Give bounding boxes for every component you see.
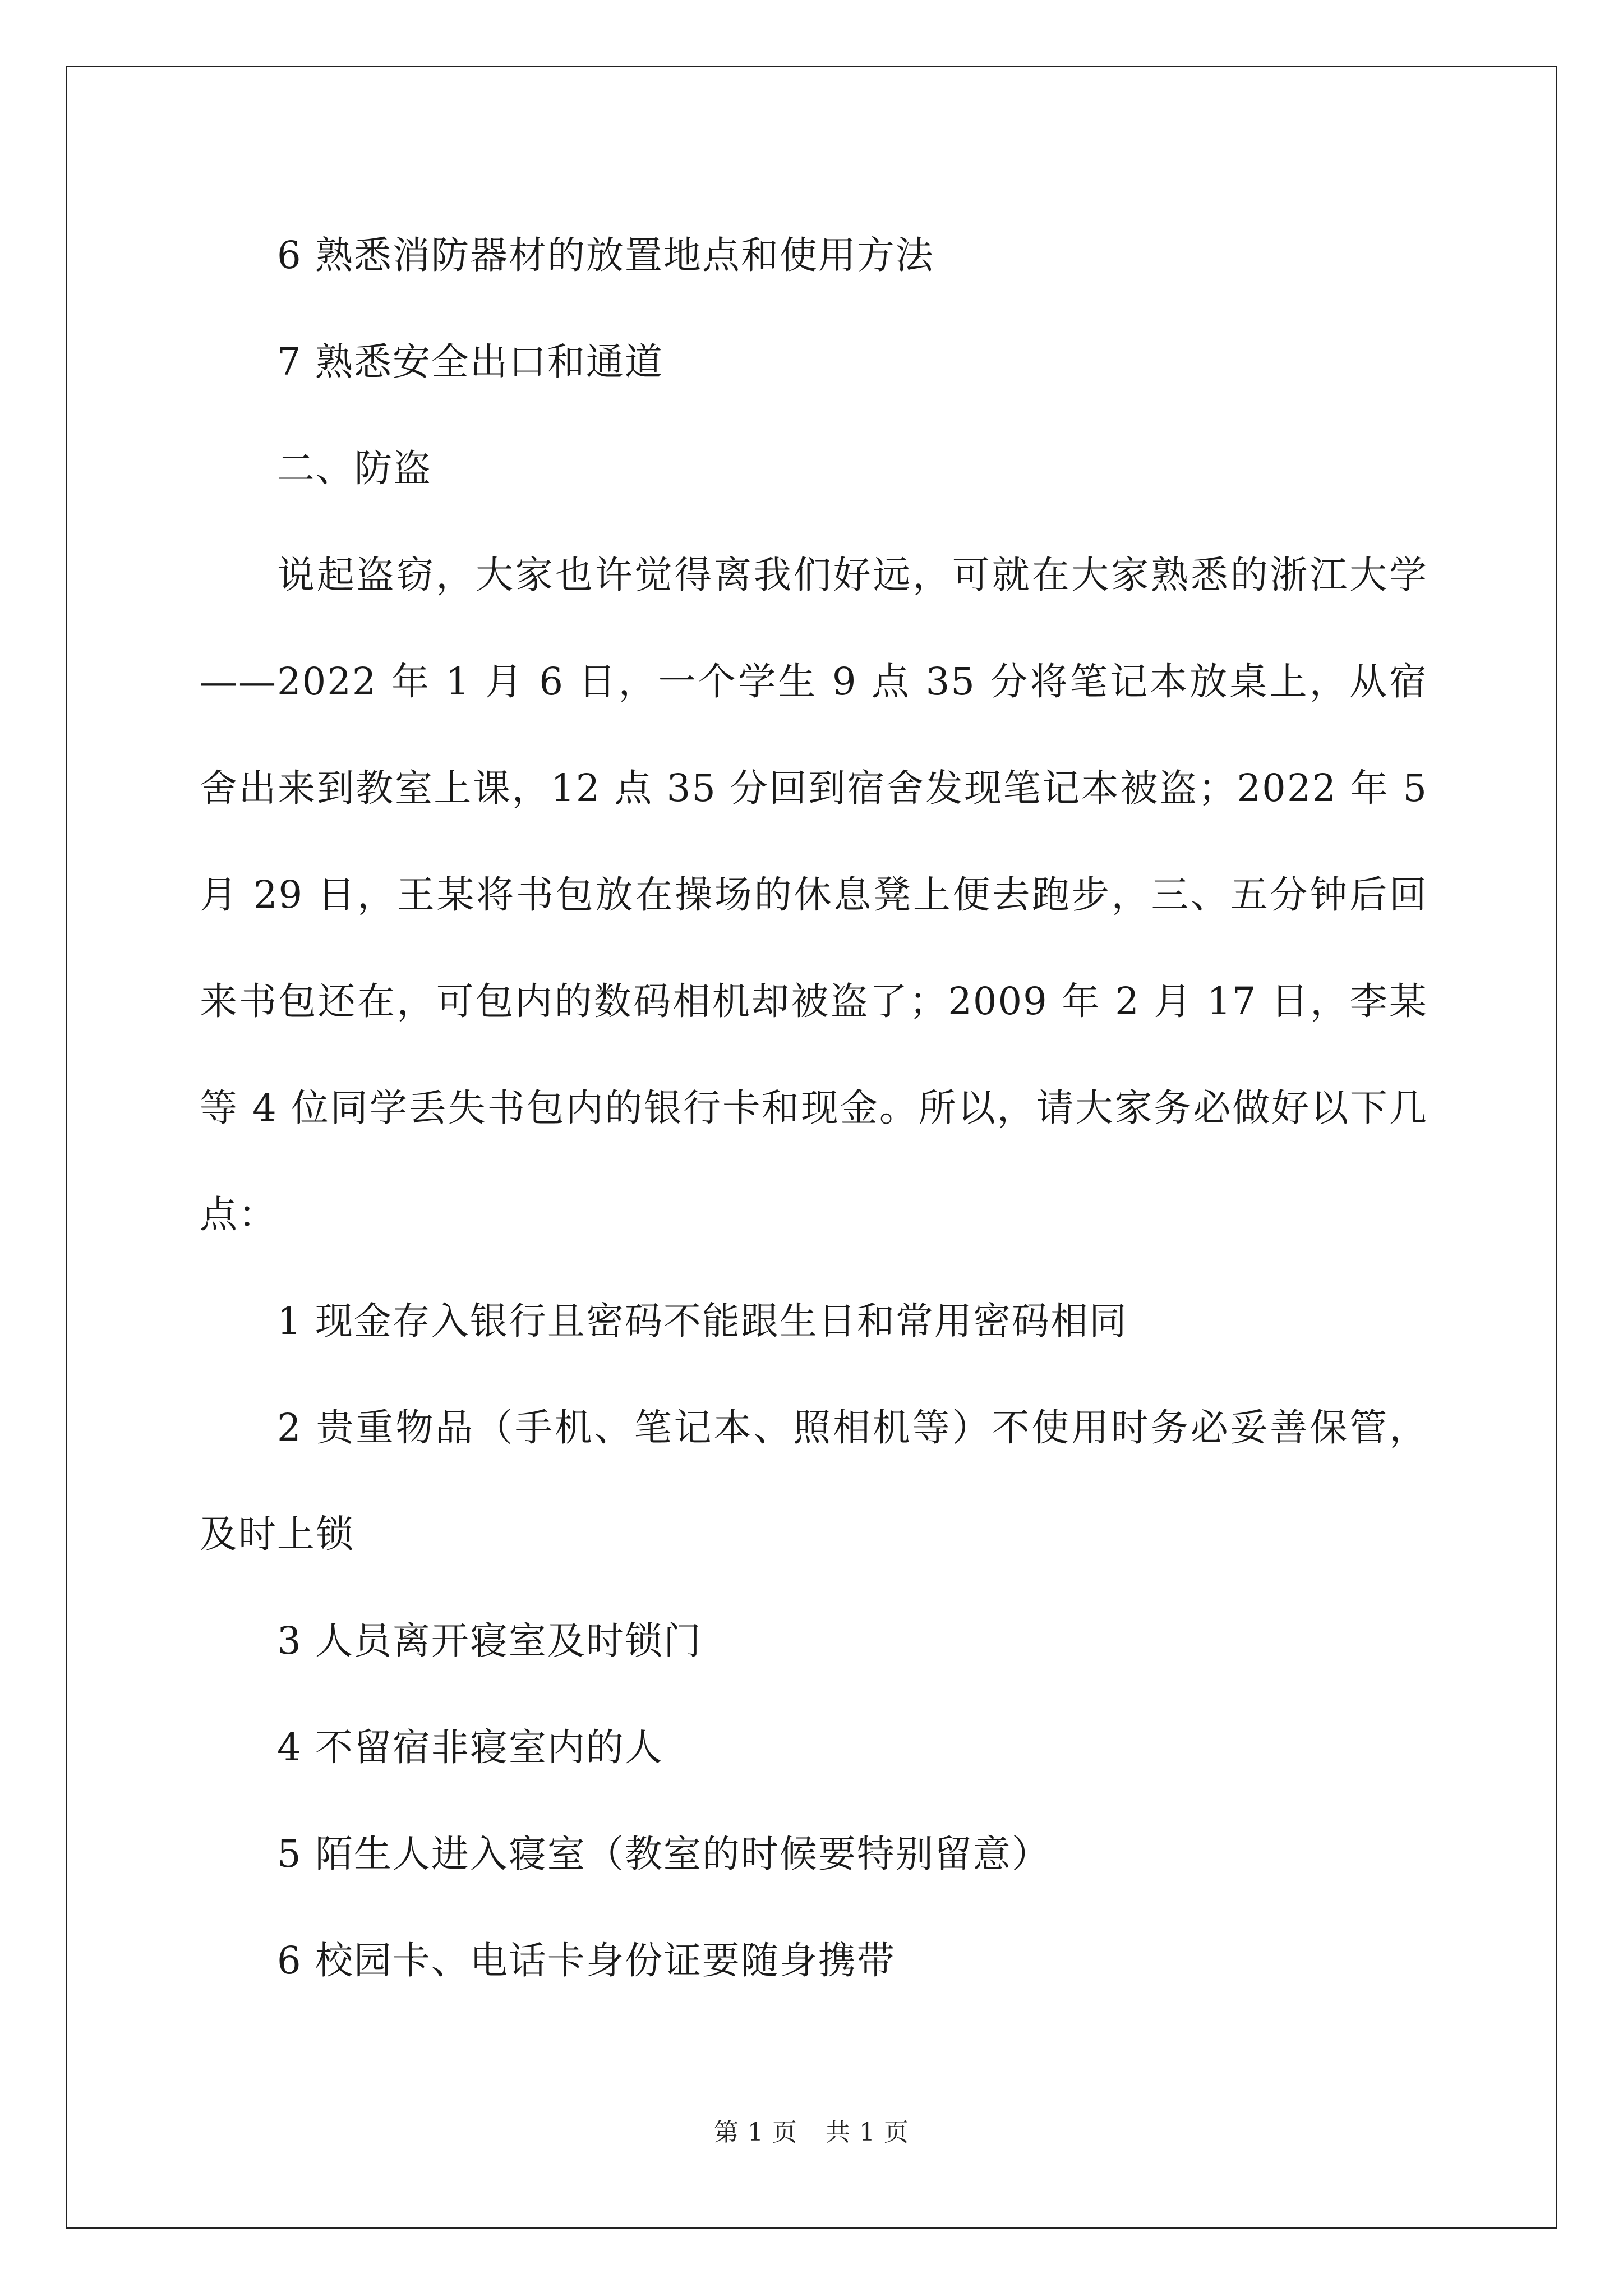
list-item-theft-6: 6 校园卡、电话卡身份证要随身携带: [277, 1939, 896, 1982]
section-heading-theft: 二、防盗: [277, 447, 432, 490]
list-item-theft-1: 1 现金存入银行且密码不能跟生日和常用密码相同: [277, 1299, 1128, 1343]
list-item-theft-3: 3 人员离开寝室及时锁门: [277, 1619, 702, 1663]
document-body: [200, 202, 1428, 2014]
list-item-theft-4: 4 不留宿非寝室内的人: [277, 1726, 663, 1769]
page-footer: [0, 2112, 1623, 2148]
paragraph-fire-6: 6 熟悉消防器材的放置地点和使用方法: [277, 233, 934, 277]
paragraph-fire-7: 7 熟悉安全出口和通道: [277, 340, 663, 384]
list-item-theft-2: 2 贵重物品（手机、笔记本、照相机等）不使用时务必妥善保管，及时上锁: [200, 1406, 1428, 1556]
paragraph-theft-intro: 说起盗窃，大家也许觉得离我们好远，可就在大家熟悉的浙江大学——2022 年 1 月 6 日，一个学生 9 点 35 分将笔记本放桌上，从宿舍出来到教室上课，12 点 35 分回到宿舍发现笔记本被盗；2022 年 5 月 29 日，王某将书包放在操场的休息凳上便去跑步，三、五分钟后回来书包还在，可包内的数码相机却被盗了；2009 年 2 月 17 日，李某等 4 位同学丢失书包内的银行卡和现金。所以，请大家务必做好以下几点：: [200, 553, 1428, 1236]
page-number: 第 1 页: [714, 2118, 797, 2147]
page-total: 共 1 页: [826, 2118, 909, 2147]
list-item-theft-5: 5 陌生人进入寝室（教室的时候要特别留意）: [277, 1832, 1050, 1876]
